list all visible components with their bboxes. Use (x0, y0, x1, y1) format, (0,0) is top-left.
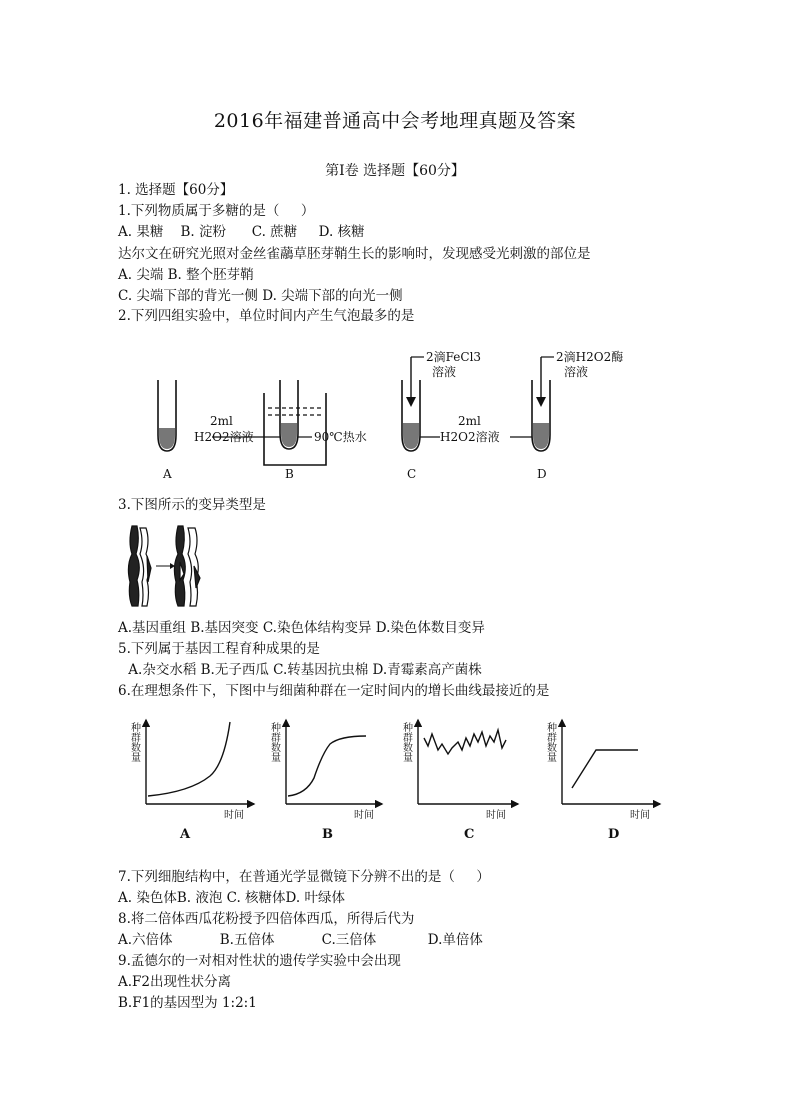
answer-options: A.六倍体 B.五倍体 C.三倍体 D.单倍体 (118, 932, 483, 948)
label-enzyme-top: 2滴H2O2酶 (556, 350, 624, 364)
answer-options: A. 果糖 B. 淀粉 C. 蔗糖 D. 核糖 (118, 224, 365, 240)
answer-options: A.F2出现性状分离 (118, 974, 231, 990)
answer-options: A.基因重组 B.基因突变 C.染色体结构变异 D.染色体数目变异 (118, 620, 485, 636)
label-hot-water: 90℃热水 (314, 430, 367, 444)
label-fecl3-top: 2滴FeCl3 (426, 350, 482, 364)
page-title: 2016年福建普通高中会考地理真题及答案 (213, 110, 577, 132)
question-text: 8.将二倍体西瓜花粉授予四倍体西瓜，所得后代为 (118, 911, 415, 927)
answer-options: A. 染色体B. 液泡 C. 核糖体D. 叶绿体 (118, 890, 345, 906)
tube-label-d: D (537, 467, 547, 481)
panel-label-d: D (608, 827, 620, 842)
panel-label-c: C (464, 827, 475, 842)
x-label-b: 时间 (354, 810, 374, 821)
question-text: 9.孟德尔的一对相对性状的遗传学实验中会出现 (118, 953, 401, 969)
chromosome-figure (120, 522, 220, 610)
question-text: 1. 选择题【60分】 (118, 182, 234, 198)
question-text: 7.下列细胞结构中，在普通光学显微镜下分辨不出的是（ ） (118, 869, 490, 885)
question-text: 达尔文在研究光照对金丝雀虉草胚芽鞘生长的影响时，发现感受光刺激的部位是 (118, 246, 591, 262)
section-title: 第Ⅰ卷 选择题【60分】 (325, 163, 465, 179)
y-label-group (129, 721, 557, 762)
tube-label-c: C (407, 467, 417, 481)
x-label-a: 时间 (224, 810, 244, 821)
answer-options: C. 尖端下部的背光一侧 D. 尖端下部的向光一侧 (118, 288, 403, 304)
tube-label-a: A (163, 467, 172, 481)
question-text: 6.在理想条件下，下图中与细菌种群在一定时间内的增长曲线最接近的是 (118, 683, 550, 699)
growth-curves-figure (120, 712, 670, 850)
answer-options: A.杂交水稻 B.无子西瓜 C.转基因抗虫棉 D.青霉素高产菌株 (124, 662, 482, 678)
y-label-a: 种群数量 (128, 722, 140, 762)
question-text: 2.下列四组实验中，单位时间内产生气泡最多的是 (118, 308, 415, 324)
label-h2o2-right: H2O2溶液 (440, 430, 500, 444)
x-label-d: 时间 (630, 810, 650, 821)
y-label-b: 种群数量 (268, 722, 280, 762)
x-label-c: 时间 (486, 810, 506, 821)
answer-options: B.F1的基因型为 1:2:1 (118, 995, 257, 1011)
answer-options: A. 尖端 B. 整个胚芽鞘 (118, 267, 254, 283)
label-fecl3-bottom: 溶液 (432, 365, 457, 379)
label-enzyme-bottom: 溶液 (564, 365, 589, 379)
question-text: 1.下列物质属于多糖的是（ ） (118, 203, 315, 219)
label-2ml-right: 2ml (458, 414, 481, 428)
label-2ml-left: 2ml (210, 414, 233, 428)
label-h2o2-left: H2O2溶液 (194, 430, 254, 444)
panel-label-b: B (322, 827, 333, 842)
question-text: 5.下列属于基因工程育种成果的是 (118, 641, 320, 657)
experiment-figure (140, 345, 660, 485)
tube-label-b: B (285, 467, 294, 481)
panel-label-a: A (180, 827, 191, 842)
y-label-c: 种群数量 (400, 722, 412, 762)
y-label-d: 种群数量 (544, 722, 556, 762)
question-text: 3.下图所示的变异类型是 (118, 497, 266, 513)
